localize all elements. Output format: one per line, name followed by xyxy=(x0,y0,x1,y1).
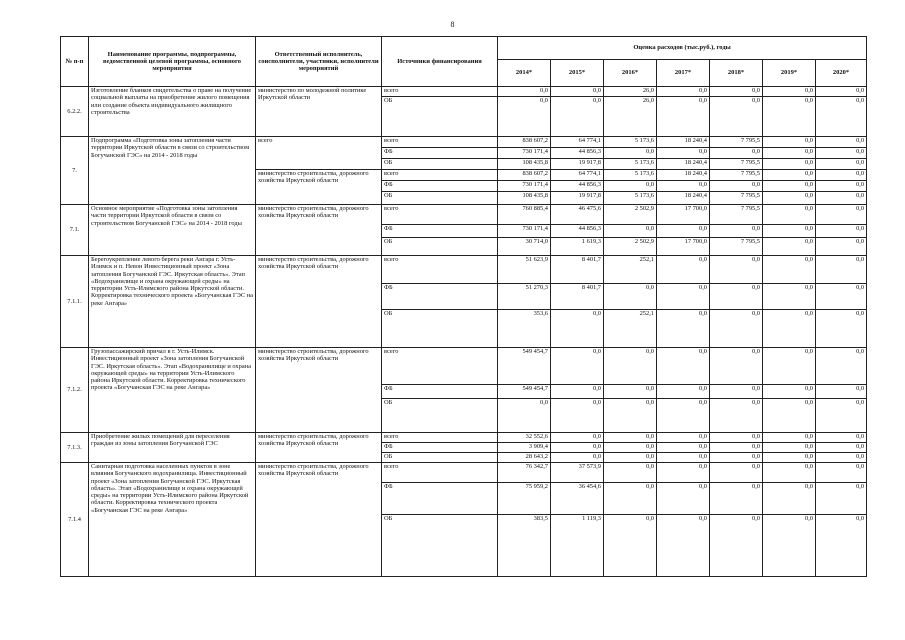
expense-value: 0,0 xyxy=(657,256,710,284)
table-row xyxy=(61,348,867,385)
expense-value: 353,6 xyxy=(498,310,551,348)
expense-value: 18 240,4 xyxy=(657,159,710,170)
expense-value: 2 502,9 xyxy=(604,205,657,225)
expense-value: 3 909,4 xyxy=(498,443,551,453)
expense-value: 0,0 xyxy=(604,515,657,577)
row-number: 7.1.4 xyxy=(61,463,89,577)
table-header xyxy=(61,37,867,87)
responsible-executor: всего xyxy=(256,137,382,170)
expense-value: 760 885,4 xyxy=(498,205,551,225)
expense-value: 252,1 xyxy=(604,310,657,348)
expense-value: 51 270,3 xyxy=(498,284,551,310)
expense-value: 26,0 xyxy=(604,87,657,97)
funding-source: всего xyxy=(382,433,498,443)
expense-value: 0,0 xyxy=(657,399,710,433)
responsible-executor: министерство строительства, дорожного хозяйства Иркутской области xyxy=(256,433,382,463)
funding-source: ФБ xyxy=(382,483,498,515)
expense-value: 51 623,9 xyxy=(498,256,551,284)
expense-value: 0,0 xyxy=(816,87,867,97)
expense-value: 0,0 xyxy=(710,225,763,238)
expense-value: 0,0 xyxy=(816,483,867,515)
expense-value: 37 573,9 xyxy=(551,463,604,483)
expense-value: 0,0 xyxy=(551,310,604,348)
expense-value: 0,0 xyxy=(604,399,657,433)
expense-value: 0,0 xyxy=(763,87,816,97)
expense-value: 730 171,4 xyxy=(498,148,551,159)
expense-value: 0,0 xyxy=(551,348,604,385)
expense-value: 0,0 xyxy=(657,310,710,348)
expense-value: 36 454,6 xyxy=(551,483,604,515)
expense-value: 0,0 xyxy=(604,433,657,443)
expense-value: 0,0 xyxy=(816,433,867,443)
expense-value: 838 607,2 xyxy=(498,137,551,148)
expense-value: 0,0 xyxy=(816,453,867,463)
expense-value: 0,0 xyxy=(604,463,657,483)
expense-value: 0,0 xyxy=(657,463,710,483)
expense-value: 0,0 xyxy=(816,463,867,483)
expense-value: 0,0 xyxy=(498,87,551,97)
expense-value: 44 856,3 xyxy=(551,225,604,238)
table-row xyxy=(61,433,867,443)
header-responsible: Ответственный исполнитель, соисполнители, участники, исполнители мероприятий xyxy=(256,37,382,87)
expense-value: 0,0 xyxy=(710,483,763,515)
expense-value: 0,0 xyxy=(763,148,816,159)
expense-value: 549 454,7 xyxy=(498,348,551,385)
expense-value: 0,0 xyxy=(763,97,816,137)
expense-value: 2 502,9 xyxy=(604,238,657,256)
table-row xyxy=(61,87,867,97)
expense-value: 0,0 xyxy=(763,205,816,225)
expense-value: 5 173,6 xyxy=(604,137,657,148)
expense-value: 383,5 xyxy=(498,515,551,577)
expense-value: 0,0 xyxy=(816,284,867,310)
expense-value: 0,0 xyxy=(763,238,816,256)
expense-value: 0,0 xyxy=(657,443,710,453)
budget-table xyxy=(60,36,867,577)
expense-value: 5 173,6 xyxy=(604,159,657,170)
row-number: 7.1.1. xyxy=(61,256,89,348)
expense-value: 0,0 xyxy=(710,87,763,97)
program-name: Приобретение жилых помещений для переселения граждан из зоны затопления Богучанской ГЭС xyxy=(89,433,256,463)
expense-value: 0,0 xyxy=(816,170,867,181)
expense-value: 0,0 xyxy=(551,399,604,433)
expense-value: 549 454,7 xyxy=(498,385,551,399)
expense-value: 0,0 xyxy=(657,148,710,159)
expense-value: 0,0 xyxy=(816,159,867,170)
table-row xyxy=(61,256,867,284)
funding-source: ФБ xyxy=(382,284,498,310)
expense-value: 8 401,7 xyxy=(551,256,604,284)
expense-value: 108 435,8 xyxy=(498,192,551,205)
expense-value: 64 774,1 xyxy=(551,170,604,181)
expense-value: 0,0 xyxy=(816,148,867,159)
funding-source: всего xyxy=(382,463,498,483)
expense-value: 64 774,1 xyxy=(551,137,604,148)
expense-value: 7 795,5 xyxy=(710,192,763,205)
expense-value: 0,0 xyxy=(551,97,604,137)
expense-value: 18 240,4 xyxy=(657,170,710,181)
expense-value: 0,0 xyxy=(763,256,816,284)
expense-value: 1 119,3 xyxy=(551,515,604,577)
expense-value: 0,0 xyxy=(816,225,867,238)
expense-value: 0,0 xyxy=(657,433,710,443)
row-number: 7.1. xyxy=(61,205,89,256)
expense-value: 7 795,5 xyxy=(710,137,763,148)
funding-source: ОБ xyxy=(382,310,498,348)
expense-value: 0,0 xyxy=(710,463,763,483)
expense-value: 0,0 xyxy=(710,433,763,443)
expense-value: 0,0 xyxy=(498,399,551,433)
table-body xyxy=(61,87,867,577)
funding-source: всего xyxy=(382,205,498,225)
funding-source: ОБ xyxy=(382,192,498,205)
expense-value: 0,0 xyxy=(816,399,867,433)
program-name: Основное мероприятие «Подготовка зоны затопления части территории Иркутской области в связи со строительством Богучанской ГЭС» на 2014 - 2018 годы xyxy=(89,205,256,256)
header-year: 2014* xyxy=(498,60,551,87)
funding-source: всего xyxy=(382,137,498,148)
expense-value: 0,0 xyxy=(604,453,657,463)
expense-value: 0,0 xyxy=(657,225,710,238)
expense-value: 0,0 xyxy=(657,453,710,463)
responsible-executor: министерство строительства, дорожного хозяйства Иркутской области xyxy=(256,170,382,205)
expense-value: 0,0 xyxy=(763,137,816,148)
expense-value: 0,0 xyxy=(710,310,763,348)
header-year: 2018* xyxy=(710,60,763,87)
expense-value: 26,0 xyxy=(604,97,657,137)
program-name: Грузопассажирский причал в г. Усть-Илимск. Инвестиционный проект «Зона затопления Богучанской ГЭС. Иркутская область». Этап «Водохранилище и охрана окружающей среды» на территории Усть-Илимского района Иркутской области. Корректировка технического проекта «Богучанская ГЭС на реке Ангара» xyxy=(89,348,256,433)
expense-value: 0,0 xyxy=(657,97,710,137)
expense-value: 1 619,3 xyxy=(551,238,604,256)
expense-value: 0,0 xyxy=(710,148,763,159)
expense-value: 0,0 xyxy=(657,181,710,192)
funding-source: ФБ xyxy=(382,148,498,159)
expense-value: 0,0 xyxy=(816,205,867,225)
table-row xyxy=(61,137,867,148)
expense-value: 19 917,8 xyxy=(551,192,604,205)
expense-value: 0,0 xyxy=(710,181,763,192)
expense-value: 0,0 xyxy=(763,192,816,205)
expense-value: 17 700,0 xyxy=(657,205,710,225)
expense-value: 75 959,2 xyxy=(498,483,551,515)
expense-value: 0,0 xyxy=(710,256,763,284)
expense-value: 0,0 xyxy=(604,181,657,192)
expense-value: 0,0 xyxy=(816,137,867,148)
expense-value: 0,0 xyxy=(763,515,816,577)
expense-value: 0,0 xyxy=(604,483,657,515)
expense-value: 838 607,2 xyxy=(498,170,551,181)
funding-source: всего xyxy=(382,170,498,181)
expense-value: 44 856,3 xyxy=(551,181,604,192)
expense-value: 0,0 xyxy=(710,348,763,385)
table-row xyxy=(61,463,867,483)
responsible-executor: министерство строительства, дорожного хозяйства Иркутской области xyxy=(256,256,382,348)
expense-value: 0,0 xyxy=(604,148,657,159)
header-year: 2016* xyxy=(604,60,657,87)
expense-value: 0,0 xyxy=(763,225,816,238)
expense-value: 730 171,4 xyxy=(498,181,551,192)
expense-value: 0,0 xyxy=(763,284,816,310)
funding-source: ОБ xyxy=(382,399,498,433)
row-number: 7. xyxy=(61,137,89,205)
page-number: 8 xyxy=(450,20,455,29)
expense-value: 7 795,5 xyxy=(710,170,763,181)
expense-value: 0,0 xyxy=(657,483,710,515)
expense-value: 0,0 xyxy=(816,256,867,284)
funding-source: ФБ xyxy=(382,181,498,192)
expense-value: 0,0 xyxy=(710,443,763,453)
funding-source: ФБ xyxy=(382,385,498,399)
expense-value: 252,1 xyxy=(604,256,657,284)
expense-value: 0,0 xyxy=(763,170,816,181)
funding-source: ФБ xyxy=(382,443,498,453)
expense-value: 730 171,4 xyxy=(498,225,551,238)
expense-value: 5 173,6 xyxy=(604,192,657,205)
header-name: Наименование программы, подпрограммы, ведомственной целевой программы, основного мероприятия xyxy=(89,37,256,87)
expense-value: 0,0 xyxy=(498,97,551,137)
responsible-executor: министерство строительства, дорожного хозяйства Иркутской области xyxy=(256,205,382,256)
expense-value: 0,0 xyxy=(604,348,657,385)
expense-value: 0,0 xyxy=(763,159,816,170)
expense-value: 0,0 xyxy=(604,385,657,399)
expense-value: 0,0 xyxy=(763,385,816,399)
expense-value: 0,0 xyxy=(657,284,710,310)
funding-source: всего xyxy=(382,87,498,97)
expense-value: 0,0 xyxy=(816,97,867,137)
expense-value: 0,0 xyxy=(816,385,867,399)
expense-value: 0,0 xyxy=(816,310,867,348)
header-year: 2015* xyxy=(551,60,604,87)
header-num: № п-п xyxy=(61,37,89,87)
funding-source: ОБ xyxy=(382,453,498,463)
expense-value: 0,0 xyxy=(816,348,867,385)
expense-value: 0,0 xyxy=(763,399,816,433)
expense-value: 0,0 xyxy=(710,284,763,310)
expense-value: 0,0 xyxy=(710,385,763,399)
funding-source: всего xyxy=(382,256,498,284)
expense-value: 0,0 xyxy=(816,515,867,577)
expense-value: 7 795,5 xyxy=(710,159,763,170)
expense-value: 76 342,7 xyxy=(498,463,551,483)
funding-source: ФБ xyxy=(382,225,498,238)
responsible-executor: министерство по молодежной политике Иркутской области xyxy=(256,87,382,137)
expense-value: 0,0 xyxy=(551,87,604,97)
expense-value: 0,0 xyxy=(551,453,604,463)
expense-value: 46 475,6 xyxy=(551,205,604,225)
expense-value: 0,0 xyxy=(657,87,710,97)
expense-value: 0,0 xyxy=(710,453,763,463)
row-number: 6.2.2. xyxy=(61,87,89,137)
expense-value: 0,0 xyxy=(816,192,867,205)
expense-value: 32 552,6 xyxy=(498,433,551,443)
expense-value: 0,0 xyxy=(551,443,604,453)
program-name: Подпрограмма «Подготовка зоны затопления части территории Иркутской области в связи со строительством Богучанской ГЭС» на 2014 - 2018 годы xyxy=(89,137,256,205)
expense-value: 0,0 xyxy=(657,515,710,577)
expense-value: 0,0 xyxy=(763,463,816,483)
expense-value: 44 856,3 xyxy=(551,148,604,159)
header-estimate: Оценка расходов (тыс.руб.), годы xyxy=(498,37,867,60)
funding-source: ОБ xyxy=(382,159,498,170)
program-name: Изготовление бланков свидетельства о праве на получение социальной выплаты на приобретение жилого помещения или создание объекта индивидуального жилищного строительства xyxy=(89,87,256,137)
expense-value: 0,0 xyxy=(816,238,867,256)
expense-value: 0,0 xyxy=(551,433,604,443)
expense-value: 0,0 xyxy=(763,310,816,348)
expense-value: 8 401,7 xyxy=(551,284,604,310)
responsible-executor: министерство строительства, дорожного хозяйства Иркутской области xyxy=(256,348,382,433)
expense-value: 0,0 xyxy=(710,97,763,137)
expense-value: 0,0 xyxy=(710,515,763,577)
expense-value: 0,0 xyxy=(763,453,816,463)
expense-value: 17 700,0 xyxy=(657,238,710,256)
funding-source: ОБ xyxy=(382,515,498,577)
expense-value: 0,0 xyxy=(763,433,816,443)
expense-value: 0,0 xyxy=(763,181,816,192)
header-sources: Источники финансирования xyxy=(382,37,498,87)
expense-value: 0,0 xyxy=(763,348,816,385)
expense-value: 0,0 xyxy=(604,225,657,238)
row-number: 7.1.2. xyxy=(61,348,89,433)
program-name: Берегоукрепление левого берега реки Ангара г. Усть-Илимск и п. Невон Инвестиционный проект «Зона затопления Богучанской ГЭС. Иркутская область». Этап «Водохранилище и охрана окружающей среды» на территории Усть-Илимского района Иркутской области. Корректировка технического проекта «Богучанская ГЭС на реке Ангара» xyxy=(89,256,256,348)
program-name: Санитарная подготовка населенных пунктов в зоне влияния Богучанского водохранилища. Инвестиционный проект «Зона затопления Богучанской ГЭС. Иркутская область». Этап «Водохранилище и охрана окружающей среды» на территории Усть-Илимского района Иркутской области. Корректировка технического проекта «Богучанская ГЭС на реке Ангара» xyxy=(89,463,256,577)
funding-source: всего xyxy=(382,348,498,385)
row-number: 7.1.3. xyxy=(61,433,89,463)
expense-value: 7 795,5 xyxy=(710,238,763,256)
expense-value: 18 240,4 xyxy=(657,137,710,148)
responsible-executor: министерство строительства, дорожного хозяйства Иркутской области xyxy=(256,463,382,577)
expense-value: 18 240,4 xyxy=(657,192,710,205)
expense-value: 7 795,5 xyxy=(710,205,763,225)
table-row xyxy=(61,205,867,225)
funding-source: ОБ xyxy=(382,238,498,256)
expense-value: 19 917,8 xyxy=(551,159,604,170)
expense-value: 0,0 xyxy=(657,385,710,399)
expense-value: 108 435,8 xyxy=(498,159,551,170)
expense-value: 0,0 xyxy=(657,348,710,385)
expense-value: 0,0 xyxy=(763,483,816,515)
expense-value: 0,0 xyxy=(551,385,604,399)
header-year: 2020* xyxy=(816,60,867,87)
header-year: 2019* xyxy=(763,60,816,87)
expense-value: 0,0 xyxy=(710,399,763,433)
funding-source: ОБ xyxy=(382,97,498,137)
expense-value: 0,0 xyxy=(816,181,867,192)
expense-value: 0,0 xyxy=(763,443,816,453)
expense-value: 0,0 xyxy=(816,443,867,453)
expense-value: 30 714,0 xyxy=(498,238,551,256)
expense-value: 5 173,6 xyxy=(604,170,657,181)
expense-value: 0,0 xyxy=(604,443,657,453)
expense-value: 0,0 xyxy=(604,284,657,310)
expense-value: 28 643,2 xyxy=(498,453,551,463)
header-year: 2017* xyxy=(657,60,710,87)
